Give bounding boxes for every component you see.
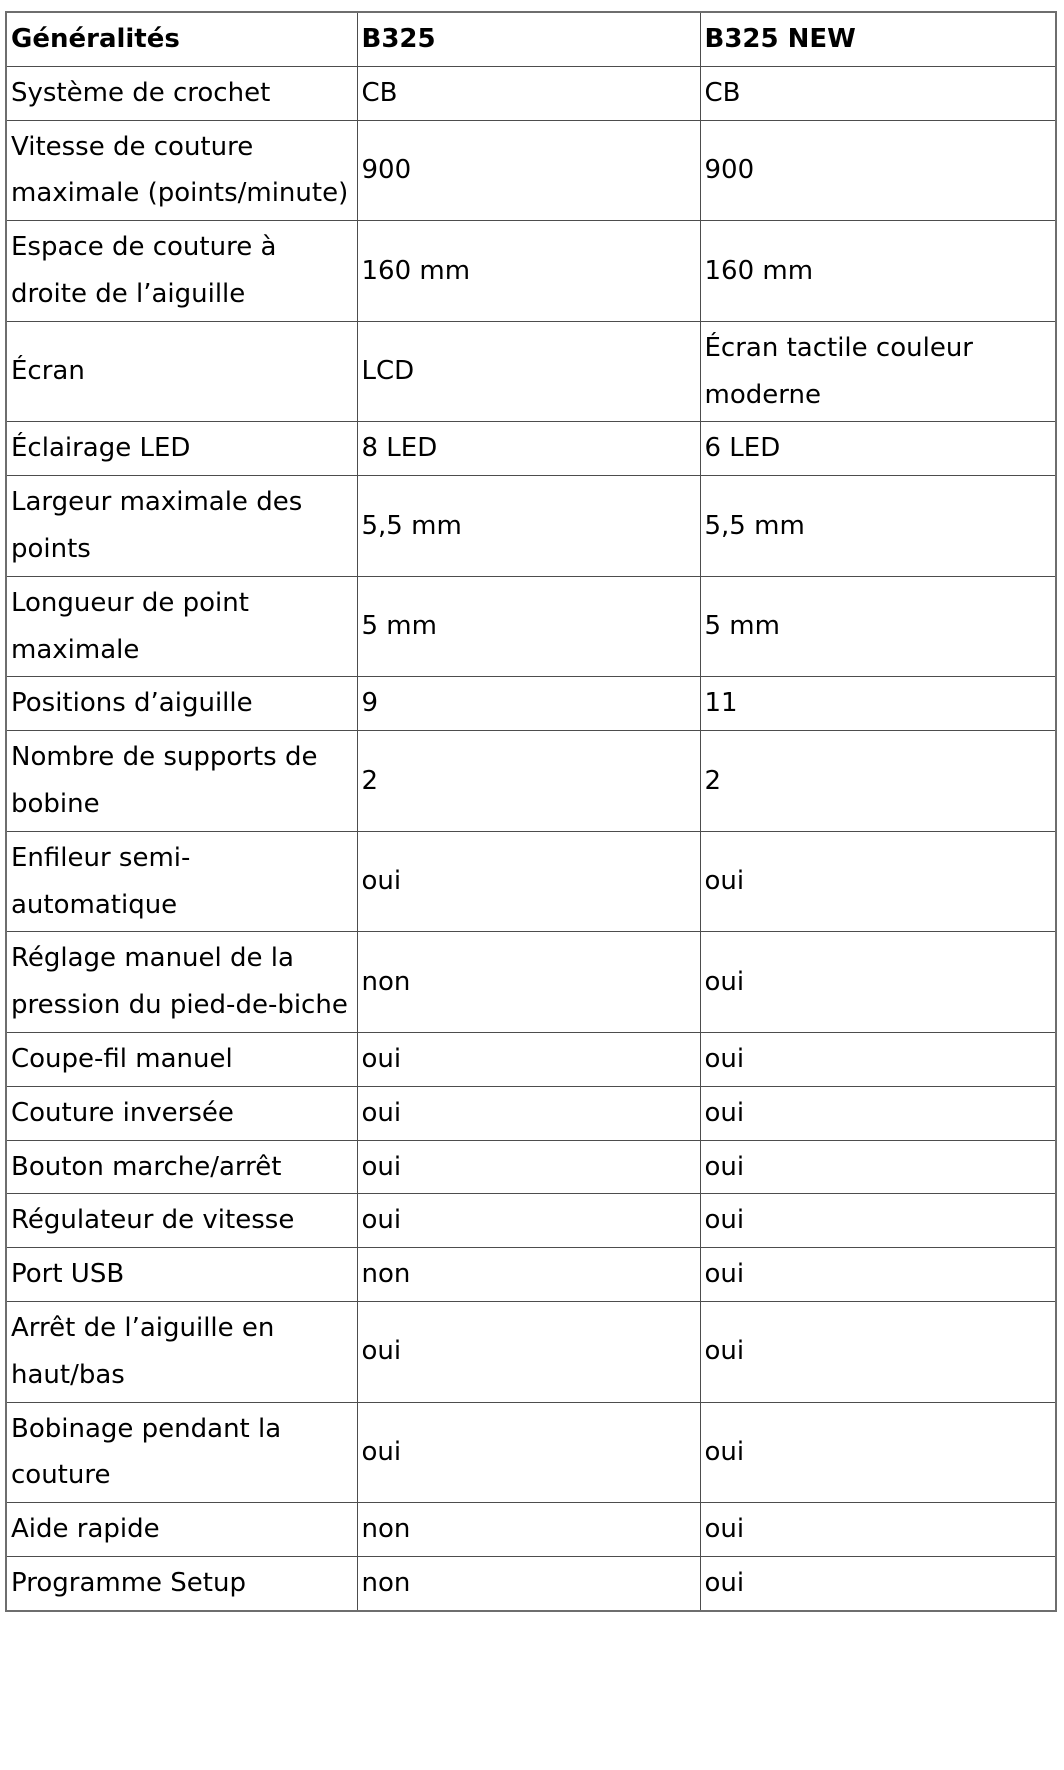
b325-new-value-cell: oui — [700, 932, 1056, 1033]
b325-value-cell: oui — [357, 1086, 700, 1140]
b325-value-cell: oui — [357, 1032, 700, 1086]
b325-new-value-cell: 5,5 mm — [700, 476, 1056, 577]
column-header-b325-new: B325 NEW — [700, 12, 1056, 66]
b325-value-cell: oui — [357, 1194, 700, 1248]
b325-value-cell: oui — [357, 1140, 700, 1194]
b325-new-value-cell: CB — [700, 66, 1056, 120]
table-row — [6, 731, 1056, 832]
table-row — [6, 1032, 1056, 1086]
b325-new-value-cell: Écran tactile couleur moderne — [700, 321, 1056, 422]
b325-value-cell: 160 mm — [357, 221, 700, 322]
b325-new-value-cell: oui — [700, 1194, 1056, 1248]
table-row — [6, 476, 1056, 577]
column-header-b325: B325 — [357, 12, 700, 66]
b325-new-value-cell: oui — [700, 1032, 1056, 1086]
b325-new-value-cell: 160 mm — [700, 221, 1056, 322]
feature-name-cell: Régulateur de vitesse — [6, 1194, 357, 1248]
b325-value-cell: 5 mm — [357, 576, 700, 677]
b325-value-cell: 900 — [357, 120, 700, 221]
b325-new-value-cell: oui — [700, 831, 1056, 932]
feature-name-cell: Port USB — [6, 1248, 357, 1302]
table-body — [6, 66, 1056, 1610]
b325-value-cell: 5,5 mm — [357, 476, 700, 577]
feature-name-cell: Vitesse de couture maximale (points/minute) — [6, 120, 357, 221]
b325-value-cell: 9 — [357, 677, 700, 731]
b325-value-cell: 8 LED — [357, 422, 700, 476]
b325-value-cell: CB — [357, 66, 700, 120]
table-row — [6, 120, 1056, 221]
feature-name-cell: Longueur de point maximale — [6, 576, 357, 677]
feature-name-cell: Espace de couture à droite de l’aiguille — [6, 221, 357, 322]
feature-name-cell: Réglage manuel de la pression du pied-de-biche — [6, 932, 357, 1033]
b325-value-cell: oui — [357, 831, 700, 932]
feature-name-cell: Coupe-fil manuel — [6, 1032, 357, 1086]
table-row — [6, 1248, 1056, 1302]
b325-value-cell: oui — [357, 1301, 700, 1402]
b325-value-cell: 2 — [357, 731, 700, 832]
feature-name-cell: Bobinage pendant la couture — [6, 1402, 357, 1503]
feature-name-cell: Arrêt de l’aiguille en haut/bas — [6, 1301, 357, 1402]
table-row — [6, 66, 1056, 120]
b325-new-value-cell: 11 — [700, 677, 1056, 731]
feature-name-cell: Positions d’aiguille — [6, 677, 357, 731]
feature-name-cell: Enfileur semi-automatique — [6, 831, 357, 932]
b325-value-cell: non — [357, 1556, 700, 1610]
b325-value-cell: non — [357, 1248, 700, 1302]
table-row — [6, 1194, 1056, 1248]
b325-new-value-cell: oui — [700, 1086, 1056, 1140]
b325-new-value-cell: oui — [700, 1248, 1056, 1302]
feature-name-cell: Système de crochet — [6, 66, 357, 120]
table-row — [6, 1086, 1056, 1140]
feature-name-cell: Bouton marche/arrêt — [6, 1140, 357, 1194]
b325-new-value-cell: oui — [700, 1402, 1056, 1503]
b325-new-value-cell: oui — [700, 1503, 1056, 1557]
b325-new-value-cell: 5 mm — [700, 576, 1056, 677]
table-row — [6, 831, 1056, 932]
table-header — [6, 12, 1056, 66]
table-row — [6, 932, 1056, 1033]
b325-new-value-cell: 2 — [700, 731, 1056, 832]
table-row — [6, 1556, 1056, 1610]
column-header-generalites: Généralités — [6, 12, 357, 66]
b325-value-cell: LCD — [357, 321, 700, 422]
feature-name-cell: Écran — [6, 321, 357, 422]
table-row — [6, 1402, 1056, 1503]
table-row — [6, 422, 1056, 476]
b325-new-value-cell: oui — [700, 1301, 1056, 1402]
b325-new-value-cell: oui — [700, 1556, 1056, 1610]
header-row — [6, 12, 1056, 66]
table-row — [6, 221, 1056, 322]
feature-name-cell: Éclairage LED — [6, 422, 357, 476]
comparison-table — [5, 11, 1057, 1612]
b325-value-cell: non — [357, 1503, 700, 1557]
table-row — [6, 1503, 1056, 1557]
feature-name-cell: Aide rapide — [6, 1503, 357, 1557]
feature-name-cell: Largeur maximale des points — [6, 476, 357, 577]
feature-name-cell: Nombre de supports de bobine — [6, 731, 357, 832]
table-row — [6, 1140, 1056, 1194]
b325-new-value-cell: 6 LED — [700, 422, 1056, 476]
feature-name-cell: Couture inversée — [6, 1086, 357, 1140]
b325-value-cell: non — [357, 932, 700, 1033]
table-row — [6, 677, 1056, 731]
b325-new-value-cell: oui — [700, 1140, 1056, 1194]
b325-value-cell: oui — [357, 1402, 700, 1503]
table-row — [6, 1301, 1056, 1402]
b325-new-value-cell: 900 — [700, 120, 1056, 221]
table-row — [6, 321, 1056, 422]
table-row — [6, 576, 1056, 677]
feature-name-cell: Programme Setup — [6, 1556, 357, 1610]
